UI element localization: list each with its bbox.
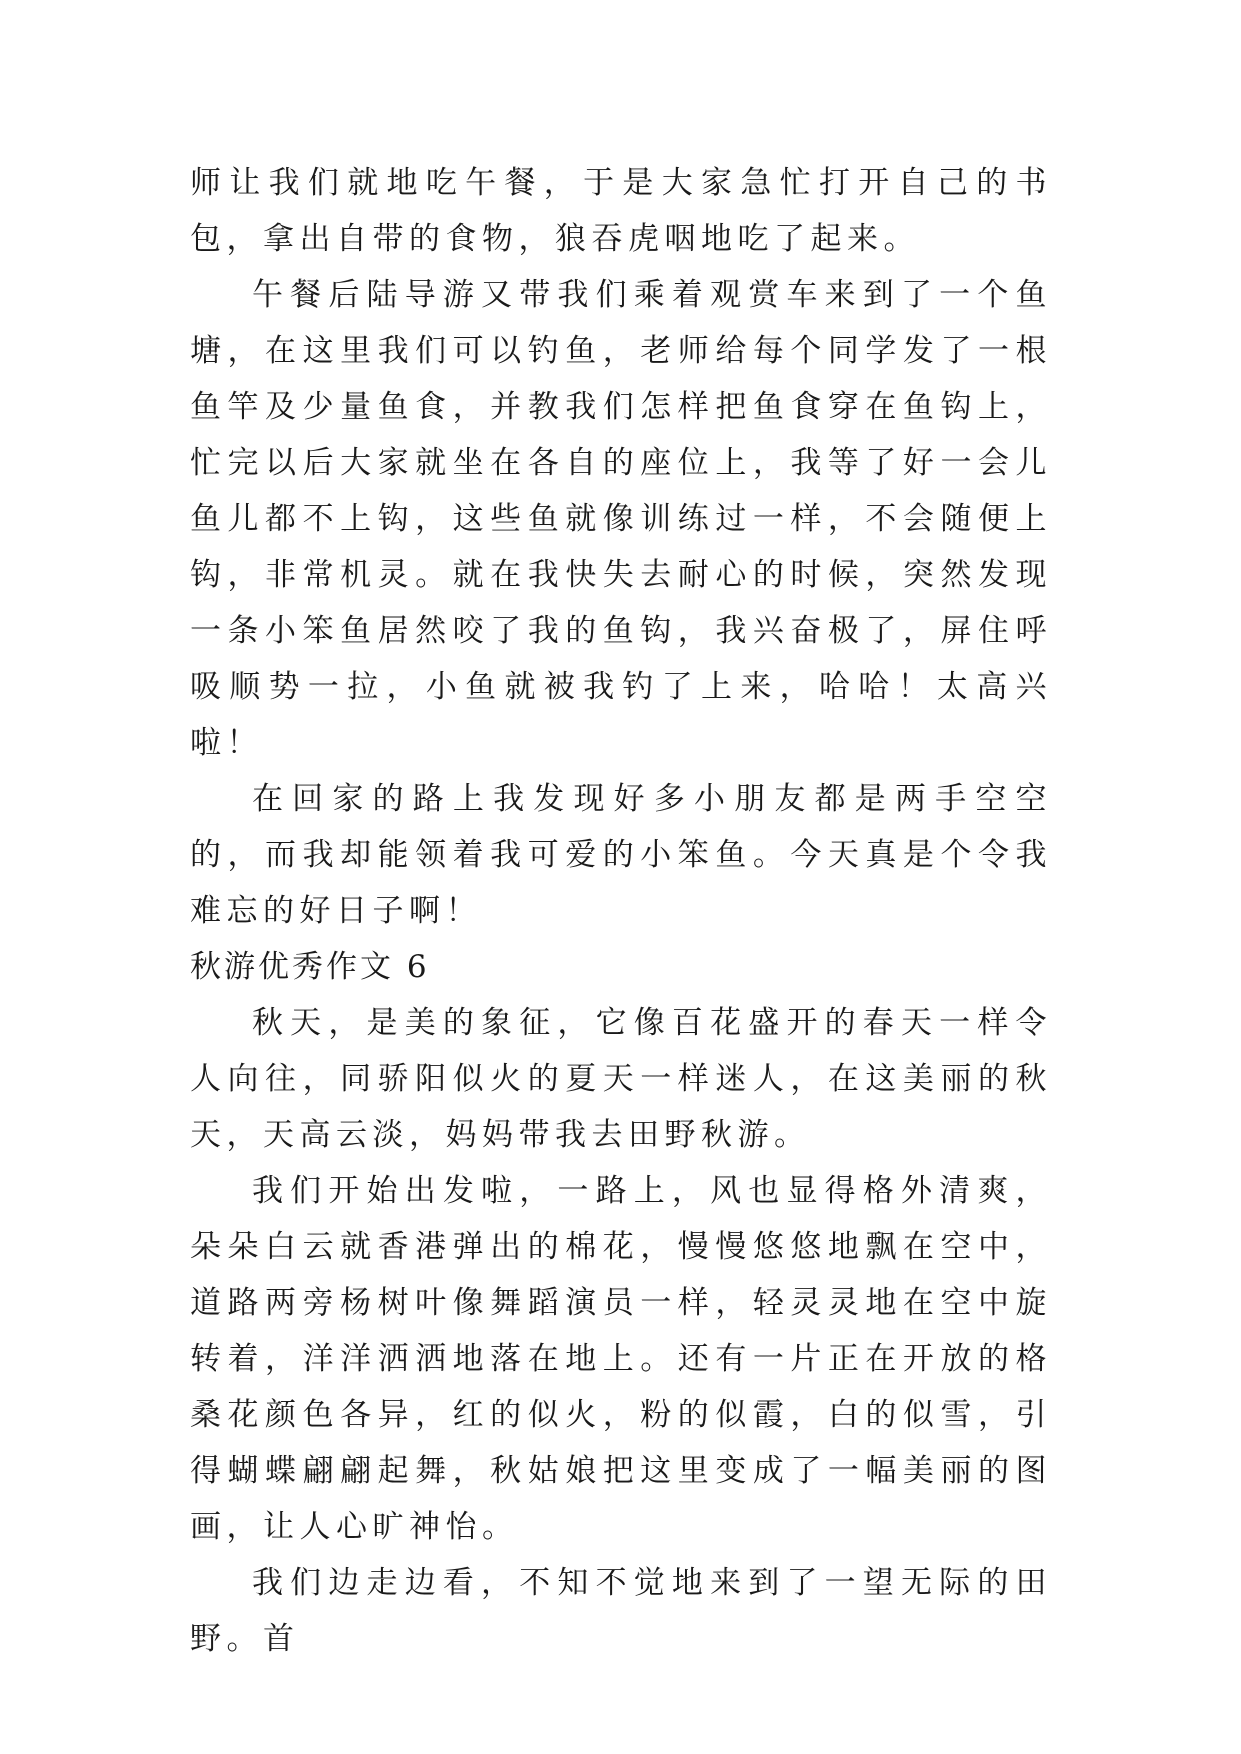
section-title: 秋游优秀作文 6 — [190, 949, 430, 985]
document-body — [190, 155, 1052, 1667]
paragraph-continued: 师让我们就地吃午餐，于是大家急忙打开自己的书包，拿出自带的食物，狼吞虎咽地吃了起来。 — [190, 165, 1052, 257]
paragraph-going-home: 在回家的路上我发现好多小朋友都是两手空空的，而我却能领着我可爱的小笨鱼。今天真是个令我难忘的好日子啊！ — [190, 781, 1052, 929]
paragraph-setting-off: 我们开始出发啦，一路上，风也显得格外清爽，朵朵白云就香港弹出的棉花，慢慢悠悠地飘在空中，道路两旁杨树叶像舞蹈演员一样，轻灵灵地在空中旋转着，洋洋洒洒地落在地上。还有一片正在开放的格桑花颜色各异，红的似火，粉的似霞，白的似雪，引得蝴蝶翩翩起舞，秋姑娘把这里变成了一幅美丽的图画，让人心旷神怡。 — [190, 1173, 1052, 1545]
paragraph-autumn-intro: 秋天，是美的象征，它像百花盛开的春天一样令人向往，同骄阳似火的夏天一样迷人，在这美丽的秋天，天高云淡，妈妈带我去田野秋游。 — [190, 1005, 1052, 1153]
paragraph-fields: 我们边走边看，不知不觉地来到了一望无际的田野。首 — [190, 1565, 1052, 1657]
paragraph-fishing: 午餐后陆导游又带我们乘着观赏车来到了一个鱼塘，在这里我们可以钓鱼，老师给每个同学发了一根鱼竿及少量鱼食，并教我们怎样把鱼食穿在鱼钩上，忙完以后大家就坐在各自的座位上，我等了好一会儿鱼儿都不上钩，这些鱼就像训练过一样，不会随便上钩，非常机灵。就在我快失去耐心的时候，突然发现一条小笨鱼居然咬了我的鱼钩，我兴奋极了，屏住呼吸顺势一拉，小鱼就被我钓了上来，哈哈！太高兴啦！ — [190, 277, 1052, 761]
